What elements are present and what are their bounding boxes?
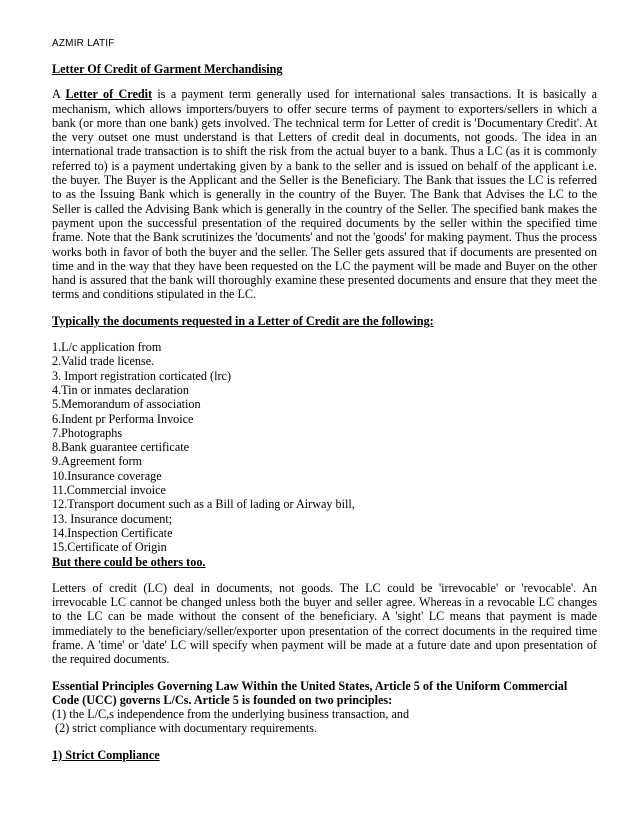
list-item: 2.Valid trade license. <box>52 354 155 369</box>
list-item: 5.Memorandum of association <box>52 397 201 412</box>
list-item: 14.Inspection Certificate <box>52 525 173 540</box>
principle-item: (2) strict compliance with documentary requirements. <box>52 721 317 736</box>
list-item: 8.Bank guarantee certificate <box>52 440 190 455</box>
documents-heading: Typically the documents requested in a Letter of Credit are the following: <box>52 313 434 328</box>
letter-of-credit-term: Letter of Credit <box>65 87 153 102</box>
documents-list <box>52 340 597 554</box>
intro-paragraph <box>52 87 597 301</box>
strict-compliance-heading: 1) Strict Compliance <box>52 747 160 762</box>
list-item: 10.Insurance coverage <box>52 468 162 483</box>
list-item: 4.Tin or inmates declaration <box>52 382 189 397</box>
intro-lead: A <box>52 87 66 102</box>
list-item: 7.Photographs <box>52 425 123 440</box>
document-title: Letter Of Credit of Garment Merchandising <box>52 62 283 76</box>
list-item: 12.Transport document such as a Bill of lading or Airway bill, <box>52 497 355 512</box>
principles-heading: Essential Principles Governing Law Within the United States, Article 5 of the Uniform Commercial Code (UCC) governs L/Cs. Article 5 is founded on two principles: <box>52 678 568 707</box>
others-note: But there could be others too. <box>52 554 206 569</box>
document-body <box>52 62 597 762</box>
list-item: 1.L/c application from <box>52 340 162 355</box>
list-item: 13. Insurance document; <box>52 511 173 526</box>
list-item: 9.Agreement form <box>52 454 143 469</box>
list-item: 15.Certificate of Origin <box>52 540 167 555</box>
page-header-author: AZMIR LATIF <box>52 38 115 49</box>
intro-body: is a payment term generally used for international sales transactions. It is basically a mechanism, which allows importers/buyers to offer secure terms of payment to exporters/sellers in which a bank (or more than one bank) gets involved. The technical term for Letter of credit is 'Documentary Credit'. At the very outset one must understand is that Letters of credit deal in documents, not goods. The idea in an international trade transaction is to shift the risk from the actual buyer to a bank. Thus a LC (as it is commonly referred to) is a payment undertaking given by a bank to the seller and is issued on behalf of the applicant i.e. the buyer. The Buyer is the Applicant and the Seller is the Beneficiary. The Bank that issues the LC is referred to as the Issuing Bank which is generally in the country of the Buyer. The Bank that Advises the LC to the Seller is called the Advising Bank which is generally in the country of the Seller. The specified bank makes the payment upon the successful presentation of the required documents by the seller within the specified time frame. Note that the Bank scrutinizes the 'documents' and not the 'goods' for making payment. Thus the process works both in favor of both the buyer and the seller. The Seller gets assured that if documents are presented on time and in the way that they have been requested on the LC the payment will be made and Buyer on the other hand is assured that the bank will thoroughly examine these presented documents and ensure that they meet the terms and conditions stipulated in the LC. <box>52 87 597 302</box>
list-item: 3. Import registration corticated (lrc) <box>52 368 232 383</box>
list-item: 6.Indent pr Performa Invoice <box>52 411 194 426</box>
list-item: 11.Commercial invoice <box>52 483 166 498</box>
lc-types-paragraph: Letters of credit (LC) deal in documents, not goods. The LC could be 'irrevocable' or 'revocable'. An irrevocable LC cannot be changed unless both the buyer and seller agree. Whereas in a revocable LC changes to the LC can be made without the consent of the beneficiary. A 'sight' LC means that payment is made immediately to the beneficiary/seller/exporter upon presentation of the correct documents in the required time frame. A 'time' or 'date' LC will specify when payment will be made at a future date and upon presentation of the required documents. <box>52 580 597 667</box>
principle-item: (1) the L/C,s independence from the underlying business transaction, and <box>52 707 410 722</box>
